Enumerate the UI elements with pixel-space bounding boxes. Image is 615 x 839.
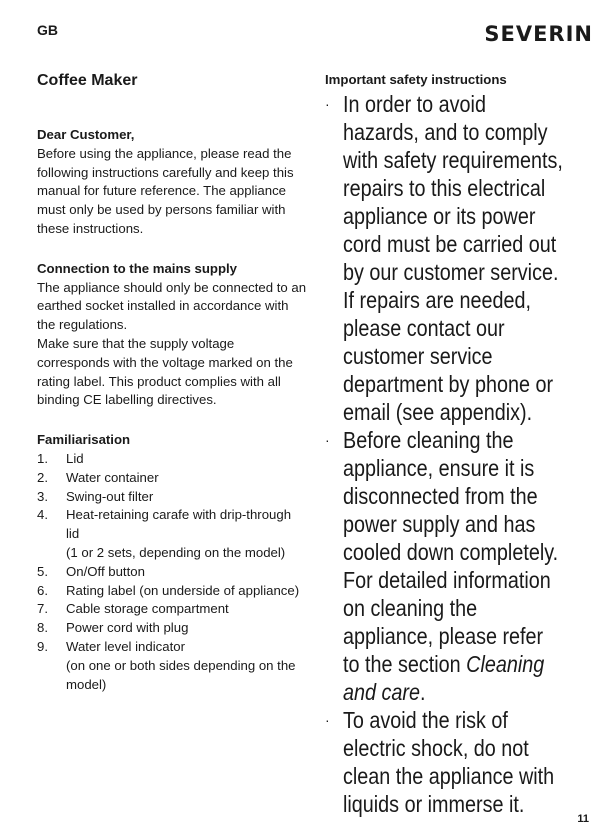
item-note: (1 or 2 sets, depending on the model) [66, 544, 286, 560]
sentence-end: . [419, 679, 426, 705]
bullet-icon: · [325, 432, 330, 448]
list-item [37, 600, 307, 619]
greeting-section [37, 126, 307, 239]
item-text: Lid [66, 450, 84, 466]
item-text: On/Off button [66, 563, 145, 579]
left-column [37, 70, 307, 694]
item-number: 4. [37, 507, 48, 523]
connection-section [37, 260, 307, 410]
right-column [325, 70, 600, 818]
item-text: Power cord with plug [66, 620, 189, 636]
brand-logo: SEVERIN [484, 22, 593, 46]
list-item [325, 706, 600, 818]
familiarisation-heading: Familiarisation [37, 432, 131, 448]
list-item [37, 488, 307, 507]
safety-text: Before cleaning the appliance, ensure it is disconnected from the power supply and has cooled down completely. For detailed information on cleaning the appliance, please refer to the section [343, 427, 559, 677]
item-number: 7. [37, 601, 48, 617]
item-note: (on one or both sides depending on the model) [66, 657, 296, 692]
item-number: 9. [37, 638, 48, 654]
list-item [37, 582, 307, 601]
list-item [325, 90, 600, 426]
item-number: 5. [37, 563, 48, 579]
item-number: 3. [37, 488, 48, 504]
bullet-icon: · [325, 712, 330, 728]
item-text: Swing-out filter [66, 488, 154, 504]
safety-text: To avoid the risk of electric shock, do not clean the appliance with liquids or immerse it. [343, 707, 555, 817]
section-reference: Cleaning and care [343, 651, 545, 705]
safety-text-wrapper [343, 426, 564, 706]
connection-text: The appliance should only be connected to an earthed socket installed in accordance with the regulations. [37, 279, 307, 333]
voltage-text: Make sure that the supply voltage corresponds with the voltage marked on the rating label. This product complies with all binding CE labelling directives. [37, 335, 293, 408]
item-number: 6. [37, 582, 48, 598]
item-text: Water container [66, 469, 159, 485]
list-item [37, 450, 307, 469]
connection-heading: Connection to the mains supply [37, 260, 238, 276]
bullet-icon: · [325, 96, 330, 112]
list-item [37, 469, 307, 488]
safety-list [325, 90, 600, 818]
familiarisation-section [37, 431, 307, 694]
item-number: 1. [37, 450, 48, 466]
list-item [325, 426, 600, 706]
item-number: 8. [37, 620, 48, 636]
item-text: Rating label (on underside of appliance) [66, 582, 300, 598]
item-number: 2. [37, 469, 48, 485]
safety-heading: Important safety instructions [325, 72, 507, 87]
list-item [37, 619, 307, 638]
item-text: Heat-retaining carafe with drip-through lid [66, 507, 292, 542]
parts-list [37, 450, 307, 694]
safety-text: In order to avoid hazards, and to comply with safety requirements, repairs to this electrical appliance or its power cord must be carried out by our customer service. If repairs are needed, please contact our customer service department by phone or email (see appendix). [343, 91, 563, 425]
list-item [37, 506, 307, 562]
intro-text: Before using the appliance, please read the following instructions carefully and keep this manual for future reference. The appliance must only be used by persons familiar with these instructions. [37, 145, 294, 236]
item-text: Water level indicator [66, 638, 185, 654]
greeting: Dear Customer, [37, 127, 135, 142]
list-item [37, 563, 307, 582]
document-title: Coffee Maker [37, 72, 138, 89]
item-text: Cable storage compartment [66, 601, 229, 617]
list-item [37, 638, 307, 694]
page-number: 11 [577, 813, 589, 825]
language-code: GB [37, 22, 58, 38]
